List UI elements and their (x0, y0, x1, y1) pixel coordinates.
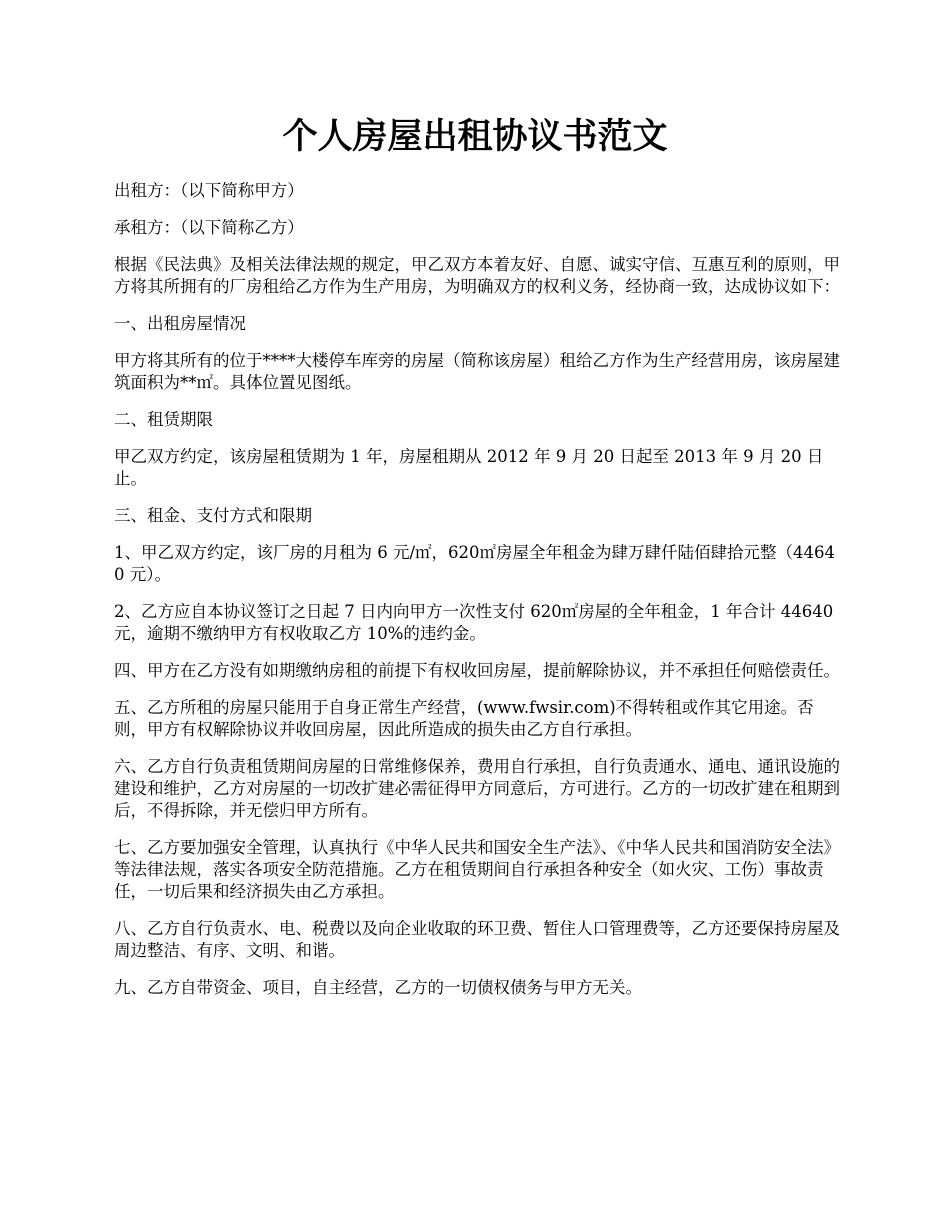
document-title: 个人房屋出租协议书范文 (282, 116, 668, 157)
lessor-line: 出租方：（以下简称甲方） (114, 181, 304, 200)
clause-7-paragraph: 七、乙方要加强安全管理，认真执行《中华人民共和国安全生产法》、《中华人民共和国消防安全法》等法律法规，落实各项安全防范措施。乙方在租赁期间自行承担各种安全（如火灾、工伤）事故责任，一切后果和经济损失由乙方承担。 (114, 838, 840, 901)
section-3-item-2: 2、乙方应自本协议签订之日起 7 日内向甲方一次性支付 620㎡房屋的全年租金，1 年合计 44640 元，逾期不缴纳甲方有权收取乙方 10%的违约金。 (114, 602, 834, 643)
section-heading-2: 二、租赁期限 (114, 410, 213, 429)
section-heading-1: 一、出租房屋情况 (114, 314, 246, 333)
clause-9-paragraph: 九、乙方自带资金、项目，自主经营，乙方的一切债权债务与甲方无关。 (114, 978, 642, 997)
section-1-paragraph: 甲方将其所有的位于****大楼停车库旁的房屋（简称该房屋）租给乙方作为生产经营用房，该房屋建筑面积为**㎡。具体位置见图纸。 (114, 351, 840, 392)
lessee-line: 承租方：（以下简称乙方） (114, 218, 304, 237)
section-heading-3: 三、租金、支付方式和限期 (114, 506, 312, 525)
clause-8-paragraph: 八、乙方自行负责水、电、税费以及向企业收取的环卫费、暂住人口管理费等，乙方还要保持房屋及周边整洁、有序、文明、和谐。 (114, 919, 840, 960)
preamble-paragraph: 根据《民法典》及相关法律法规的规定，甲乙双方本着友好、自愿、诚实守信、互惠互利的原则，甲方将其所拥有的厂房租给乙方作为生产用房，为明确双方的权利义务，经协商一致，达成协议如下： (114, 255, 840, 296)
clause-4-paragraph: 四、甲方在乙方没有如期缴纳房租的前提下有权收回房屋，提前解除协议，并不承担任何赔偿责任。 (114, 661, 840, 680)
section-2-paragraph: 甲乙双方约定，该房屋租赁期为 1 年，房屋租期从 2012 年 9 月 20 日起至 2013 年 9 月 20 日止。 (114, 447, 824, 488)
clause-6-paragraph: 六、乙方自行负责租赁期间房屋的日常维修保养，费用自行承担，自行负责通水、通电、通讯设施的建设和维护，乙方对房屋的一切改扩建必需征得甲方同意后，方可进行。乙方的一切改扩建在租期到后，不得拆除，并无偿归甲方所有。 (114, 757, 840, 820)
document-body (114, 180, 842, 1014)
section-3-item-1: 1、甲乙双方约定，该厂房的月租为 6 元/㎡，620㎡房屋全年租金为肆万肆仟陆佰肆拾元整（44640 元）。 (114, 543, 836, 584)
clause-5-paragraph: 五、乙方所租的房屋只能用于自身正常生产经营，(www.fwsir.com)不得转租或作其它用途。否则，甲方有权解除协议并收回房屋，因此所造成的损失由乙方自行承担。 (114, 698, 814, 739)
